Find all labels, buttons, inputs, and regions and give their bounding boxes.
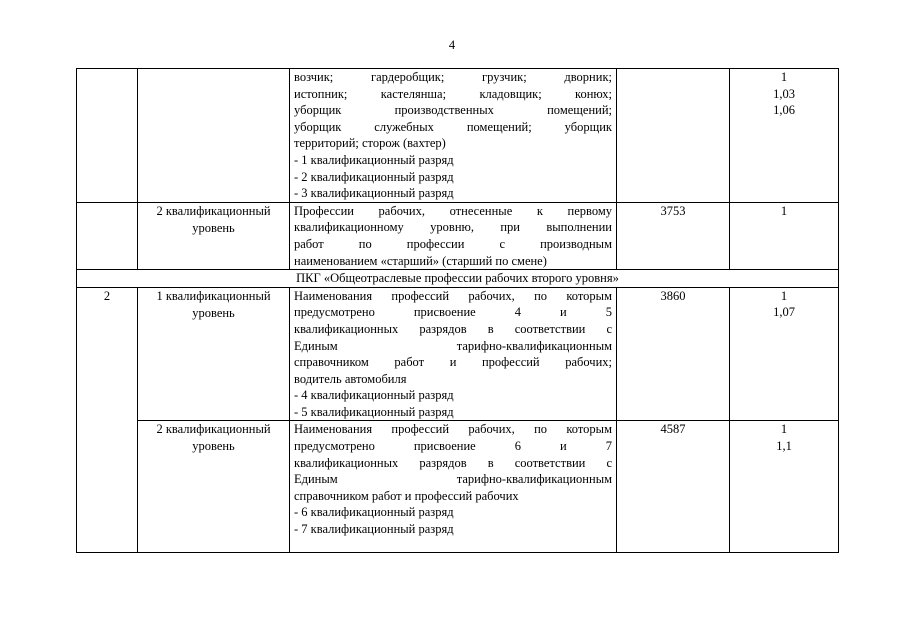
text-line: возчик; гардеробщик; грузчик; дворник; [294,70,612,84]
coefficient-value: 1,03 [773,86,795,101]
coefficient-value: 1 [780,70,788,84]
text-line: квалификационному уровню, при выполнении [294,220,612,235]
coefficient-value: 1 [780,288,788,303]
level-cell: 2 квалификационный уровень [138,421,290,552]
coefficient-cell [730,421,839,552]
text-line: территорий; сторож (вахтер) [294,136,446,151]
coefficient-cell [730,69,839,203]
text-line: - 2 квалификационный разряд [294,169,454,184]
text-line: - 6 квалификационный разряд [294,505,454,520]
page-number: 4 [448,38,456,52]
text-line: Наименования профессий рабочих, по которым [294,422,612,437]
table-row [77,69,839,203]
level-cell [138,69,290,203]
text-line: квалификационных разрядов в соответствии с [294,455,612,470]
salary-cell [617,69,730,203]
text-line: - 4 квалификационный разряд [294,388,454,403]
salary-table [76,68,839,553]
table-row [77,202,839,269]
table-row [77,287,839,421]
coefficient-cell: 1 [730,202,839,269]
text-line: Единым тарифно-квалификационным [294,338,612,353]
text-line: - 1 квалификационный разряд [294,152,454,167]
text-line: справочником работ и профессий рабочих; [294,355,612,370]
coefficient-value: 1,07 [773,305,795,320]
text-line: истопник; кастелянша; кладовщик; конюх; [294,86,612,101]
text-line: наименованием «старший» (старший по смене) [294,253,547,268]
coefficient-value: 1 [780,422,788,437]
group-number-cell [77,202,138,269]
profession-cell [290,287,617,421]
level-cell: 1 квалификационный уровень [138,287,290,421]
profession-cell [290,202,617,269]
text-line: - 7 квалификационный разряд [294,522,454,537]
profession-cell [290,421,617,552]
group-number-cell [77,69,138,203]
coefficient-cell [730,287,839,421]
text-line: уборщик производственных помещений; [294,103,612,118]
profession-cell [290,69,617,203]
table-row [77,421,839,552]
text-line: уборщик служебных помещений; уборщик [294,119,612,134]
coefficient-value: 1,06 [773,103,795,118]
text-line: Профессии рабочих, отнесенные к первому [294,203,612,218]
text-line: Единым тарифно-квалификационным [294,472,612,487]
text-line: - 5 квалификационный разряд [294,404,454,419]
group-title: ПКГ «Общеотраслевые профессии рабочих второго уровня» [77,270,839,288]
group-number-cell: 2 [77,287,138,552]
salary-cell: 3860 [617,287,730,421]
salary-cell: 3753 [617,202,730,269]
text-line: квалификационных разрядов в соответствии с [294,321,612,336]
level-cell: 2 квалификационный уровень [138,202,290,269]
text-line: водитель автомобиля [294,371,407,386]
text-line: работ по профессии с производным [294,236,612,251]
text-line: справочником работ и профессий рабочих [294,488,519,503]
text-line: - 3 квалификационный разряд [294,186,454,201]
coefficient-value: 1,1 [776,439,792,454]
text-line: предусмотрено присвоение 4 и 5 [294,305,612,320]
text-line: Наименования профессий рабочих, по которым [294,288,612,303]
salary-cell: 4587 [617,421,730,552]
group-heading-row [77,270,839,288]
text-line: предусмотрено присвоение 6 и 7 [294,439,612,454]
